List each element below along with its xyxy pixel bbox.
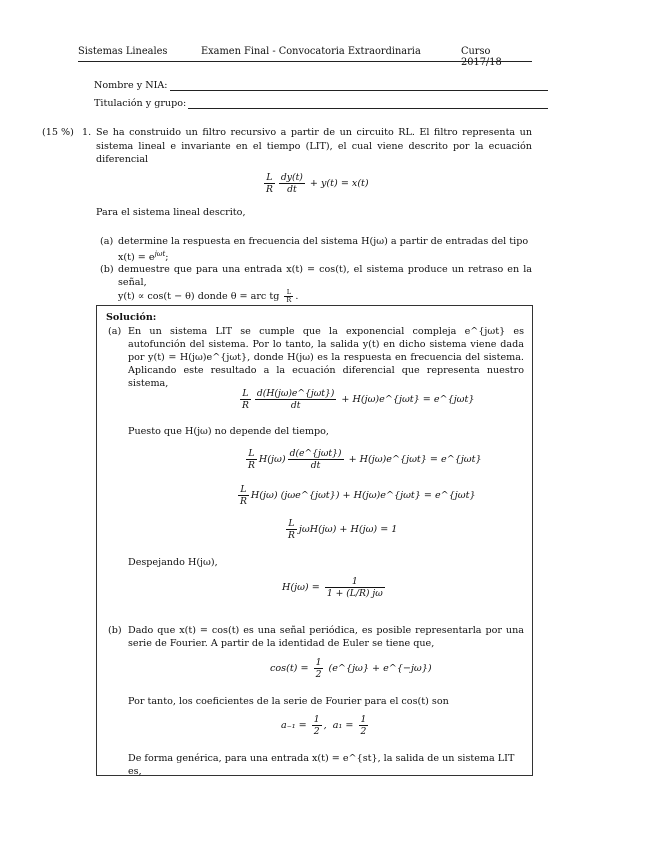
question-weight: (15 %) (42, 127, 74, 138)
page-header (78, 46, 532, 68)
solution-eq-3: $\frac{L}{R}$ H(jω) (jωe^{jωt}) + H(jω)e^{jωt} = e^{jωt} (240, 484, 476, 507)
solution-note-1: Puesto que H(jω) no depende del tiempo, (128, 426, 329, 437)
group-input-line[interactable] (188, 108, 548, 109)
system-line: Para el sistema lineal descrito, (96, 207, 246, 218)
question-intro: Se ha construido un filtro recursivo a partir de un circuito RL. El filtro representa un sistema lineal e invariante en el tiempo (LIT), el cual viene descrito por la ecuación diferencial (96, 127, 532, 165)
solution-eq-7: a₋₁ = $\frac{1}{2}$ , a₁ = $\frac{1}{2}$ (281, 714, 367, 737)
solution-eq-1: $\frac{L}{R}$ $\frac{\text{d(H(jω)e\textasciicircum{}\{jωt\})}}{dt}$ + H(jω)e^{jωt} = e^{jωt} (242, 388, 475, 411)
solution-eq-5: H(jω) = $\frac{1}{1 + (L/R) j\omega}$ (282, 576, 383, 599)
solution-eq-6: cos(t) = $\frac{1}{2}$ (e^{jω} + e^{−jω}) (270, 657, 432, 680)
header-course: Sistemas Lineales (78, 46, 168, 57)
header-year: Curso 2017/18 (461, 46, 502, 68)
group-field (94, 98, 186, 109)
exam-page: Sistemas Lineales Examen Final - Convocatoria Extraordinaria Curso 2017/18 Nombre y NIA: Titulación y grupo: (15 %) 1. Se ha construido un filtro recursivo a partir de un circuito RL. El filtro representa un sistema lineal e invariante en el tiempo (LIT), el cual viene descrito por la ecuación diferencial $\frac{L}{R}$ $\frac{dy(t)}{dt}$ + y(t) = x(t) Para el sistema lineal descrito, (a) determine la respuesta en frecuencia del sistema H(jω) a partir de entradas del tipo $x(t) = e^{j\omega t}$; (b) demuestre que para una entrada x(t) = cos(t), el sistema produce un retraso en la señal, y(t) ∝ cos(t − θ) donde θ = arc tg $\frac{L}{R}$ . Solución: (a) En un sistema LIT se cumple que la exponencial compleja e^{jωt} es autofunción del sistema. Por lo tanto, la salida y(t) en dicho sistema viene dada por y(t) = H(jω)e^{jωt}, donde H(jω) es la respuesta en frecuencia del sistema. Aplicando este resultado a la ecuación diferencial que representa nuestro sistema, $\frac{L}{R}$ $\frac{\text{d(H(jω)e\textasciicircum{}\{jωt\})}}{dt}$ + H(jω)e^{jωt} = e^{jωt} Puesto que H(jω) no depende del tiempo, $\frac{L}{R}$ H(jω) $\frac{\text{d(e\textasciicircum{}\{jωt\})}}{dt}$ + H(jω)e^{jωt} = e^{jωt} $\frac{L}{R}$ H(jω) (jωe^{jωt}) + H(jω)e^{jωt} = e^{jωt} $\frac{L}{R}$ jωH(jω) + H(jω) = 1 Despejando H(jω), H(jω) = $\frac{1}{1 + (L/R) j\omega}$ (b) Dado que x(t) = cos(t) es una señal periódica, es posible representarla por una serie de Fourier. A partir de la identidad de Euler se tiene que, cos(t) = $\frac{1}{2}$ (e^{jω} + e^{−jω}) Por tanto, los coeficientes de la serie de Fourier para el cos(t) son a₋₁ = $\frac{1}{2}$ , a₁ = $\frac{1}{2}$ De forma genérica, para una entrada x(t) = e^{st}, la salida de un sistema LIT es, (0, 0, 655, 848)
solution-note-2: Despejando H(jω), (128, 557, 218, 568)
solution-note-3: Por tanto, los coeficientes de la serie de Fourier para el cos(t) son (128, 696, 449, 707)
solution-note-4: De forma genérica, para una entrada x(t) = e^{st}, la salida de un sistema LIT es, (128, 753, 515, 777)
name-field (94, 80, 168, 91)
question-number: 1. (82, 127, 92, 138)
solution-eq-4: $\frac{L}{R}$ jωH(jω) + H(jω) = 1 (288, 518, 398, 541)
differential-equation: $\frac{L}{R}$ $\frac{dy(t)}{dt}$ + y(t) = x(t) (266, 172, 369, 195)
group-label: Titulación y grupo: (94, 98, 187, 109)
header-exam-title: Examen Final - Convocatoria Extraordinaria (201, 46, 421, 57)
solution-eq-2: $\frac{L}{R}$ H(jω) $\frac{\text{d(e\textasciicircum{}\{jωt\})}}{dt}$ + H(jω)e^{jωt} = e^{jωt} (248, 448, 482, 471)
header-rule (78, 61, 532, 62)
solution-title: Solución: (106, 312, 157, 323)
name-input-line[interactable] (170, 90, 548, 91)
name-label: Nombre y NIA: (94, 80, 168, 91)
